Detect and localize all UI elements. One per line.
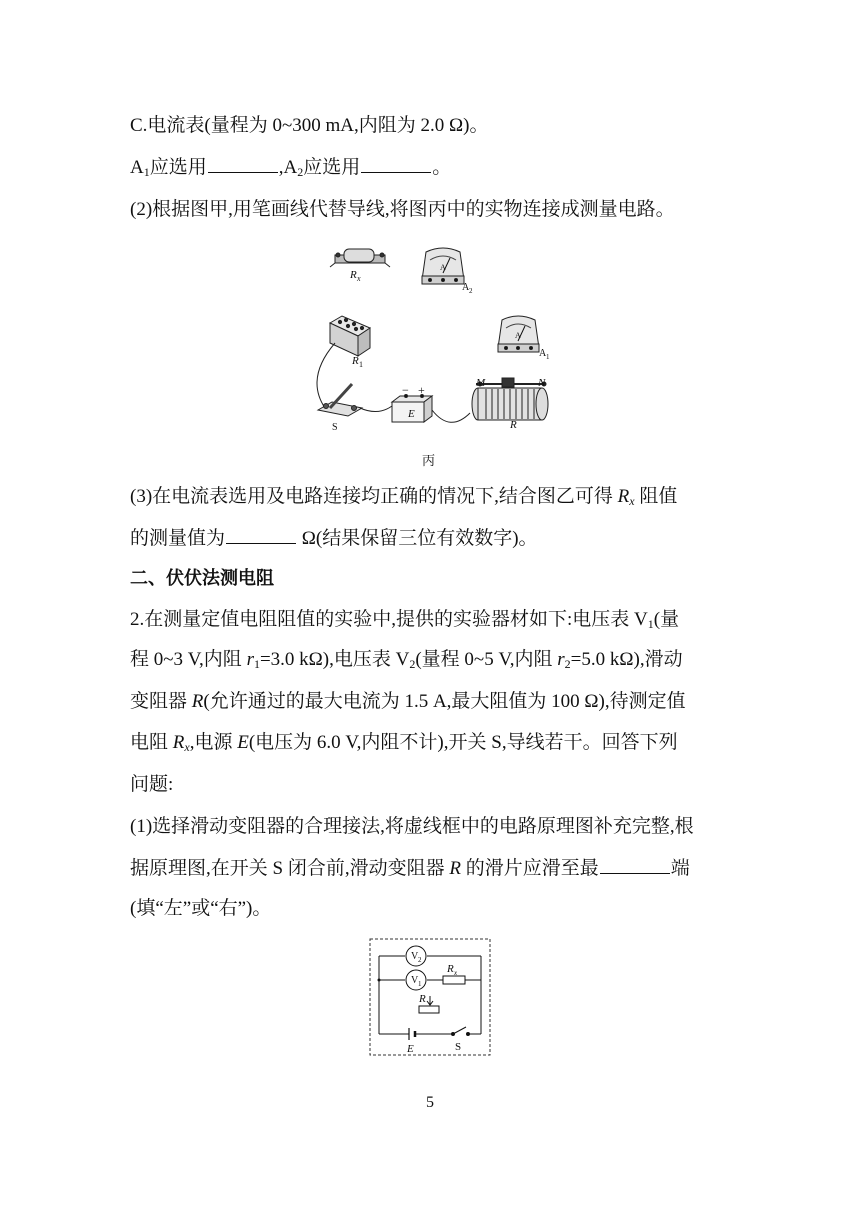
problem-2-text-1: 2.在测量定值电阻阻值的实验中,提供的实验器材如下:电压表 V <box>130 609 648 630</box>
problem-2-text-4b: ,电源 <box>189 732 238 753</box>
label-m: M <box>476 377 486 389</box>
rheostat-symbol <box>419 1006 439 1013</box>
resistance-box-r1-icon <box>330 316 370 356</box>
rx-var-2-sub: x <box>184 740 190 754</box>
option-c-text: C.电流表(量程为 0~300 mA,内阻为 2.0 Ω)。 <box>130 115 489 136</box>
r-var-2: R <box>449 858 461 879</box>
circuit-diagram <box>369 938 491 1056</box>
page-number: 5 <box>426 1094 434 1111</box>
answer-blank-a2[interactable] <box>361 155 431 173</box>
label-a1: A <box>539 348 547 359</box>
problem-2-text-4a: 电阻 <box>130 732 173 753</box>
label-s: S <box>455 1041 462 1053</box>
a1-label: A <box>130 157 144 178</box>
ammeter-choice-line <box>130 155 451 180</box>
sub-question-1-line-1 <box>130 815 694 839</box>
a1-sub: 1 <box>143 165 150 179</box>
figure-caption-bing: 丙 <box>422 453 436 468</box>
label-rx: R <box>447 963 454 975</box>
sub-question-1-line-2 <box>130 856 690 881</box>
problem-2-text-2d: =5.0 kΩ),滑动 <box>570 649 683 670</box>
switch-s-icon <box>318 384 362 416</box>
sub-question-1-text-3: (填“左”或“右”)。 <box>130 898 272 919</box>
problem-2-line-5 <box>130 773 173 797</box>
a2-sub: 2 <box>297 165 304 179</box>
e-var: E <box>237 732 249 753</box>
problem-2-text-3b: (允许通过的最大电流为 1.5 A,最大阻值为 100 Ω),待测定值 <box>203 691 686 712</box>
section-heading: 二、伏伏法测电阻 <box>130 568 274 589</box>
sub-question-1-text-2a: 据原理图,在开关 S 闭合前,滑动变阻器 <box>130 858 450 879</box>
equipment-figure <box>300 238 570 438</box>
measured-value-unit-text: Ω(结果保留三位有效数字)。 <box>297 528 538 549</box>
answer-blank-rx[interactable] <box>226 526 296 544</box>
problem-2-text-3a: 变阻器 <box>130 691 192 712</box>
rx-var-2: R <box>172 732 185 753</box>
label-r1: R <box>352 355 359 367</box>
problem-2-line-3 <box>130 690 686 714</box>
question-3-text-end: 阻值 <box>634 486 678 507</box>
switch-contact-right <box>467 1033 470 1036</box>
problem-2-line-4 <box>130 731 678 755</box>
problem-2-text-2b: =3.0 kΩ),电压表 V <box>259 649 410 670</box>
label-n: N <box>538 377 546 389</box>
question-3-line-1 <box>130 485 677 509</box>
problem-2-text-2c: (量程 0~5 V,内阻 <box>415 649 558 670</box>
label-r: R <box>510 419 517 431</box>
label-v1-sub: 1 <box>418 980 422 988</box>
r1-var-sub: 1 <box>253 657 260 671</box>
rx-resistor-icon <box>330 249 390 267</box>
switch-blade <box>453 1027 466 1034</box>
label-s: S <box>332 422 338 433</box>
problem-2-text-5: 问题: <box>130 774 174 795</box>
r2-var-sub: 2 <box>564 657 571 671</box>
measured-value-text: 的测量值为 <box>130 528 226 549</box>
sub-question-1-text-2c: 端 <box>670 858 690 879</box>
option-c-line <box>130 114 488 138</box>
a2-label: ,A <box>278 157 298 178</box>
label-r: R <box>419 993 426 1005</box>
problem-2-text-4c: (电压为 6.0 V,内阻不计),开关 S,导线若干。回答下列 <box>248 732 678 753</box>
label-a2-sub: 2 <box>469 287 473 295</box>
label-a1-dial: A <box>515 331 521 340</box>
label-a1-sub: 1 <box>546 353 550 361</box>
question-3-line-2 <box>130 526 538 551</box>
sub-question-1-text-2b: 的滑片应滑至最 <box>460 858 599 879</box>
problem-2-text-2a: 程 0~3 V,内阻 <box>130 649 247 670</box>
problem-2-line-1 <box>130 608 679 632</box>
problem-2-text-1b: (量 <box>653 609 680 630</box>
label-minus: − <box>402 383 409 397</box>
period: 。 <box>432 157 452 178</box>
label-v2: V <box>411 951 419 962</box>
junction-dot <box>378 979 381 982</box>
choose-text-2: 应选用 <box>303 157 361 178</box>
question-3-text: (3)在电流表选用及电路连接均正确的情况下,结合图乙可得 <box>130 486 618 507</box>
label-v2-sub: 2 <box>418 956 422 964</box>
label-r1-sub: 1 <box>359 360 363 369</box>
question-2-line <box>130 198 675 222</box>
problem-2-line-2 <box>130 648 683 672</box>
v1-sub: 1 <box>647 617 654 631</box>
sub-question-1-text-1: (1)选择滑动变阻器的合理接法,将虚线框中的电路原理图补充完整,根 <box>130 816 694 837</box>
r1-var: r <box>246 649 254 670</box>
rx-resistor-symbol <box>443 976 465 984</box>
answer-blank-end[interactable] <box>600 856 670 874</box>
v2-sub: 2 <box>409 657 416 671</box>
sub-question-1-line-3 <box>130 897 271 921</box>
r-var: R <box>191 691 204 712</box>
label-v1: V <box>411 975 419 986</box>
label-plus: + <box>418 383 425 397</box>
label-a2-dial: A <box>440 263 446 272</box>
choose-text-1: 应选用 <box>149 157 207 178</box>
rx-var-sub: x <box>629 494 635 508</box>
label-a2: A <box>462 282 470 293</box>
label-rx-sub: x <box>454 969 458 977</box>
label-rx-sub: x <box>357 274 361 283</box>
label-rx: R <box>350 269 357 281</box>
answer-blank-a1[interactable] <box>208 155 278 173</box>
r2-var: r <box>557 649 565 670</box>
label-e: E <box>407 1043 414 1055</box>
question-2-text: (2)根据图甲,用笔画线代替导线,将图丙中的实物连接成测量电路。 <box>130 199 675 220</box>
rx-var: R <box>617 486 630 507</box>
label-e: E <box>408 408 415 420</box>
